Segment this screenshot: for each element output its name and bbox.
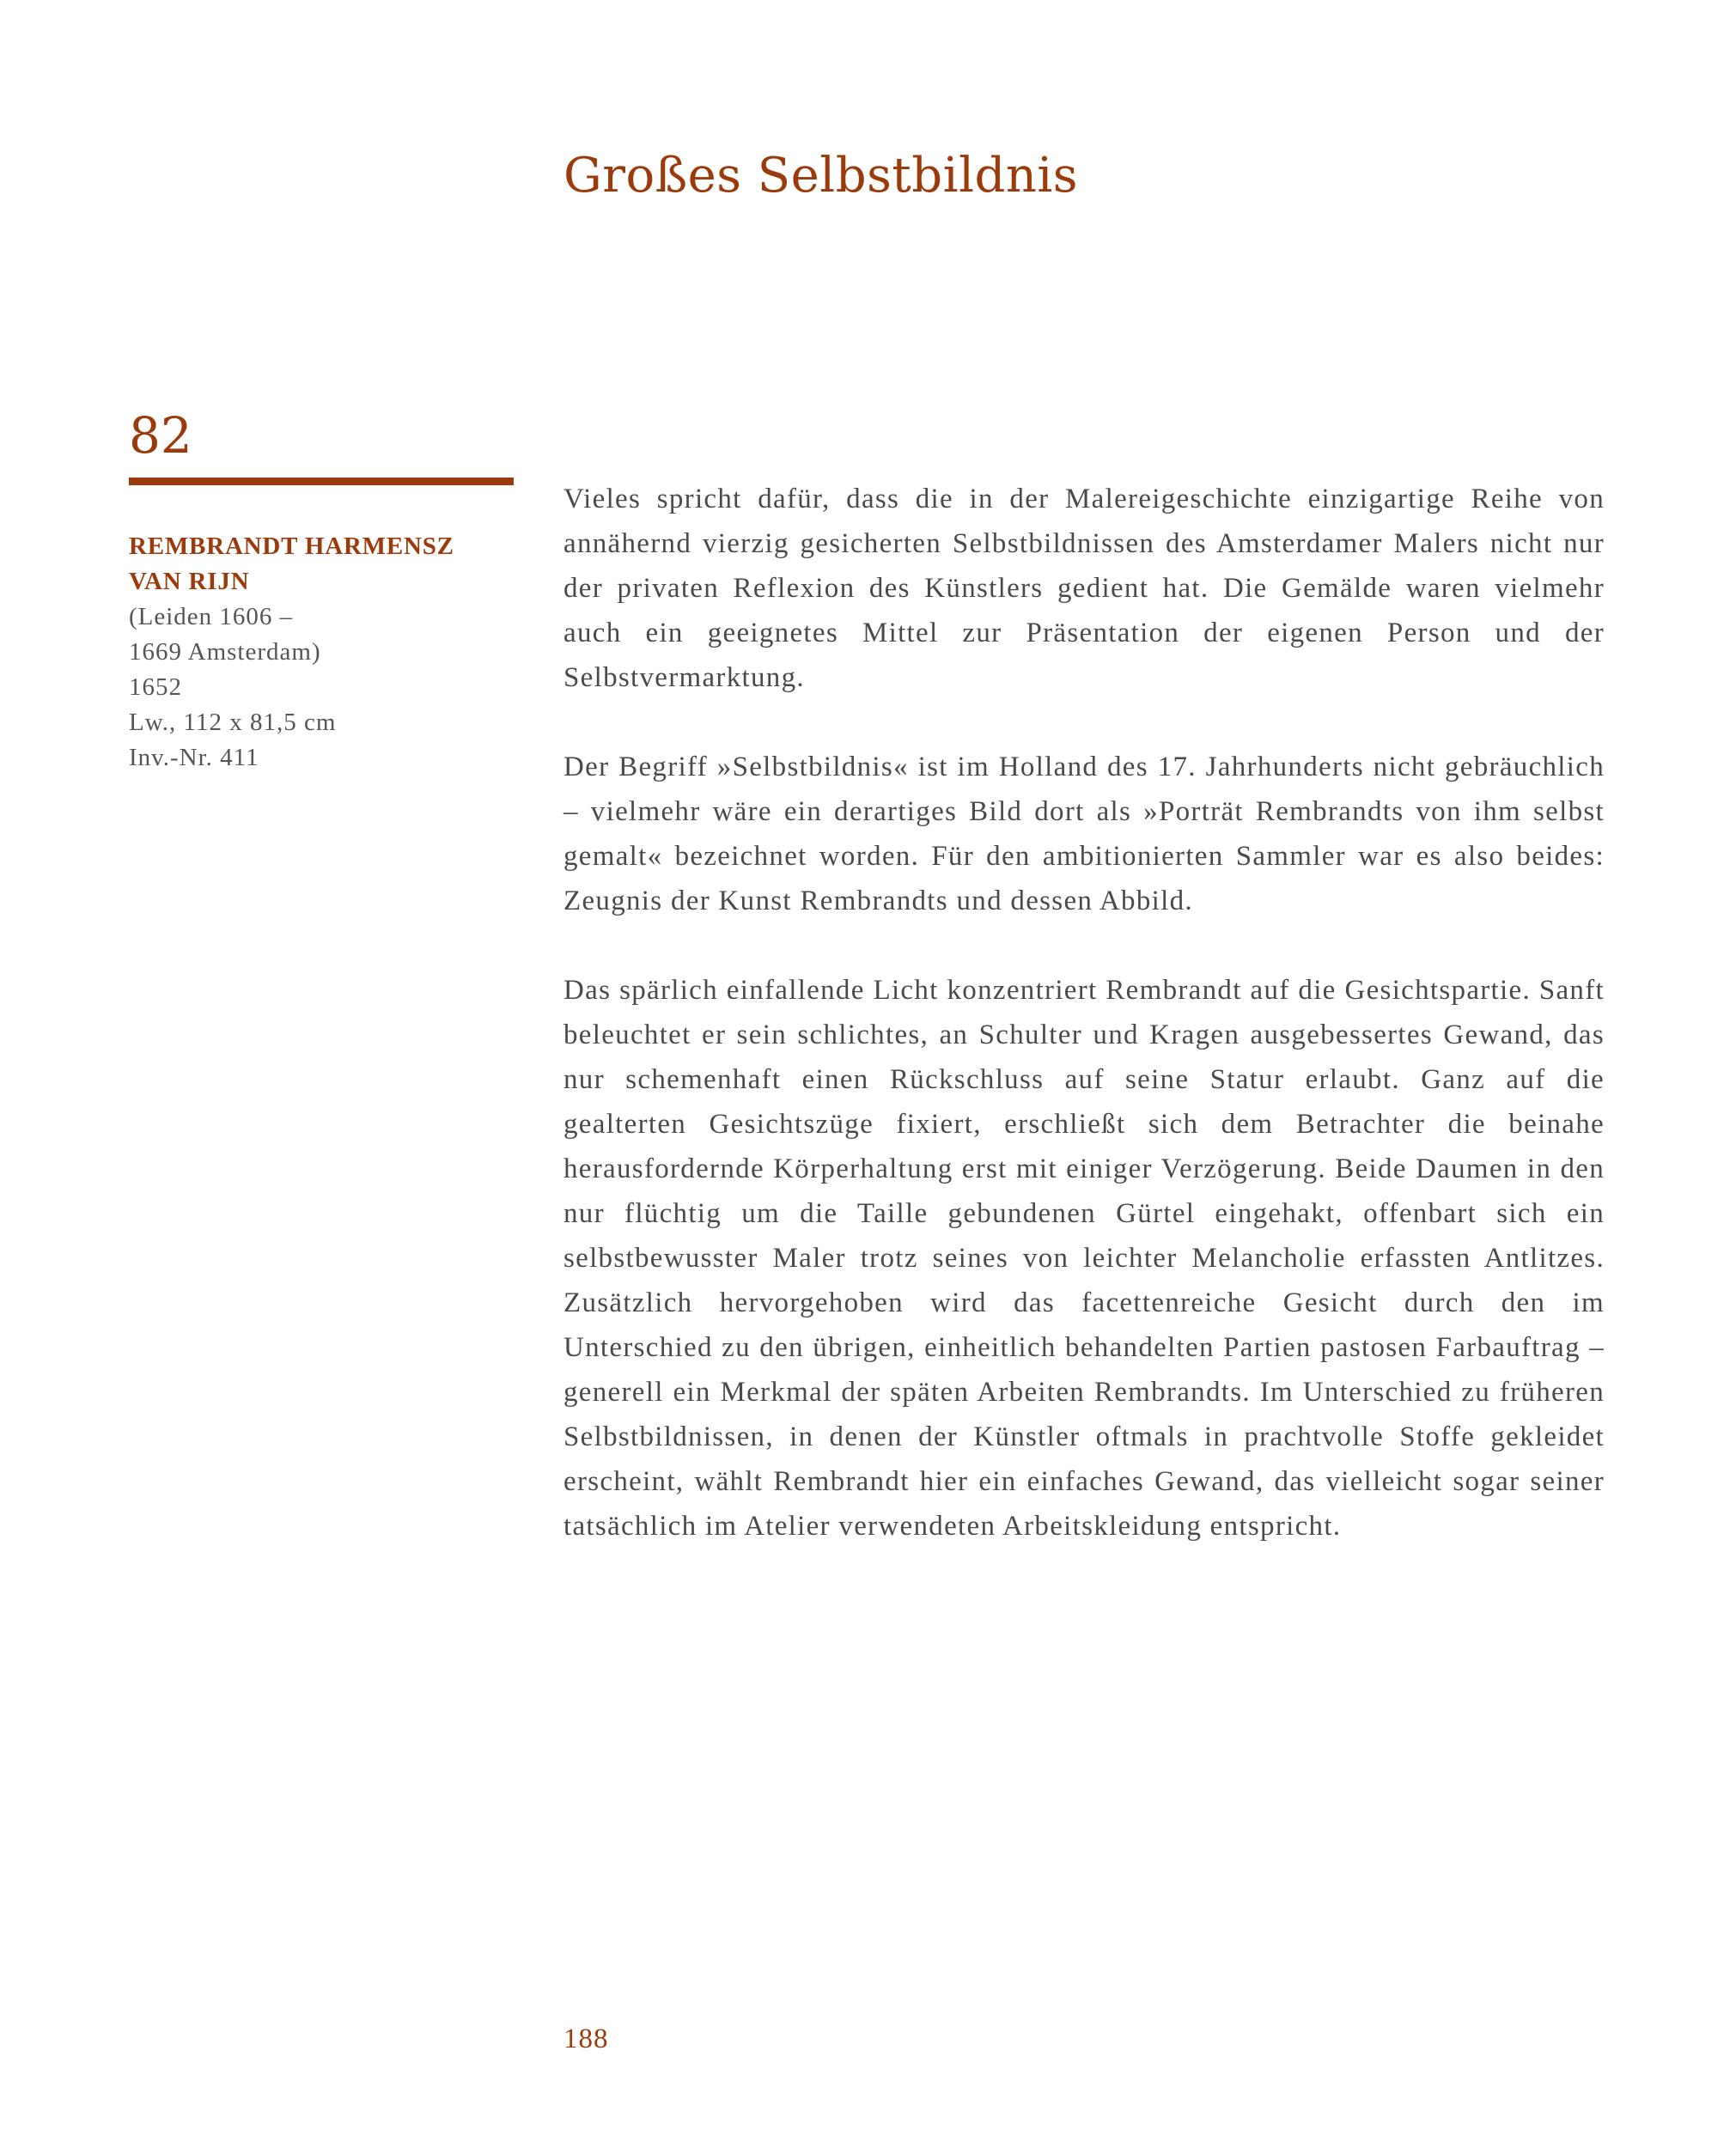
page-title: Großes Selbstbildnis	[563, 148, 1079, 204]
paragraph: Vieles spricht dafür, dass die in der Malereigeschichte einzigartige Reihe von annähernd vierzig gesicherten Selbstbildnissen des Amsterdamer Malers nicht nur der privaten Reflexion des Künstlers gedient hat. Die Gemälde waren vielmehr auch ein geeignetes Mittel zur Präsentation der eigenen Person und der Selbstvermarktung.	[563, 484, 1605, 693]
paragraph: Der Begriff »Selbstbildnis« ist im Holland des 17. Jahrhunderts nicht gebräuchlich – vielmehr wäre ein derartiges Bild dort als »Porträt Rembrandts von ihm selbst gemalt« bezeichnet worden. Für den ambitionierten Sammler war es also beides: Zeugnis der Kunst Rembrandts und dessen Abbild.	[563, 752, 1605, 916]
artist-life-line-2: 1669 Amsterdam)	[129, 638, 321, 666]
inventory-number: Inv.-Nr. 411	[129, 744, 259, 771]
artist-life-line-1: (Leiden 1606 –	[129, 603, 294, 630]
catalog-number-rule	[129, 478, 514, 485]
artwork-medium-dimensions: Lw., 112 x 81,5 cm	[129, 709, 337, 736]
paragraph: Das spärlich einfallende Licht konzentriert Rembrandt auf die Gesichtspartie. Sanft beleuchtet er sein schlichtes, an Schulter und Kragen ausgebessertes Gewand, das nur schemenhaft einen Rückschluss auf seine Statur erlaubt. Ganz auf die gealterten Gesichtszüge fixiert, erschließt sich dem Betrachter die beinahe herausfordernde Körperhaltung erst mit einiger Verzögerung. Beide Daumen in den nur flüchtig um die Taille gebundenen Gürtel eingehakt, offenbart sich ein selbstbewusster Maler trotz seines von leichter Melancholie erfassten Antlitzes. Zusätzlich hervorgehoben wird das facettenreiche Gesicht durch den im Unterschied zu den übrigen, einheitlich behandelten Partien pastosen Farbauftrag – generell ein Merkmal der späten Arbeiten Rembrandts. Im Unterschied zu früheren Selbstbildnissen, in denen der Künstler oftmals in prachtvolle Stoffe gekleidet erscheint, wählt Rembrandt hier ein einfaches Gewand, das vielleicht sogar seiner tatsächlich im Atelier verwendeten Arbeitskleidung entspricht.	[563, 975, 1605, 1542]
artwork-year: 1652	[129, 673, 182, 701]
page-number: 188	[563, 2023, 609, 2054]
artist-name-line-2: VAN RIJN	[129, 568, 250, 595]
artwork-metadata	[129, 529, 514, 776]
catalog-number: 82	[129, 406, 192, 465]
artist-name-line-1: REMBRANDT HARMENSZ	[129, 532, 454, 560]
body-text	[563, 477, 1605, 1593]
